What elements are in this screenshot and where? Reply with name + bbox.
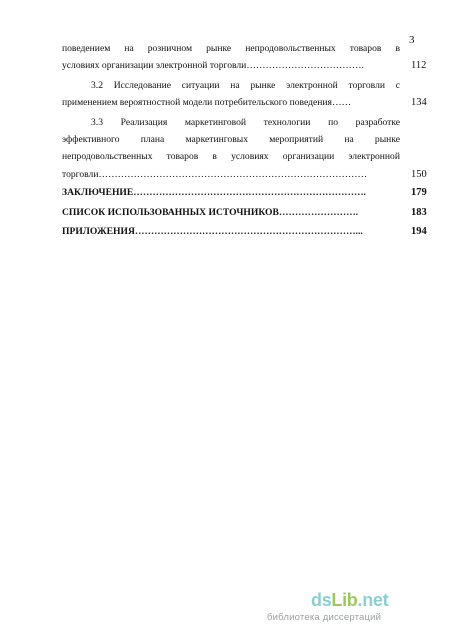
toc-entry-3-line-1: 3.3 Реализация маркетинговой технологии по разработке bbox=[91, 117, 400, 128]
watermark-logo bbox=[311, 590, 443, 611]
toc-references: СПИСОК ИСПОЛЬЗОВАННЫХ ИСТОЧНИКОВ……………………. bbox=[62, 207, 359, 218]
logo-part-ds: ds bbox=[311, 590, 332, 610]
toc-entry-1-line-1: поведением на розничном рынке непродовольственных товаров в bbox=[62, 43, 400, 54]
watermark-subtitle: библиотека диссертаций bbox=[267, 612, 382, 623]
page-number: 3 bbox=[409, 34, 415, 46]
toc-conclusion-page: 179 bbox=[411, 187, 427, 198]
toc-entry-3-line-2: эффективного плана маркетинговых мероприятий на рынке bbox=[62, 134, 400, 145]
toc-entry-1-page: 112 bbox=[411, 60, 427, 71]
logo-part-net: .net bbox=[357, 590, 389, 610]
logo-part-lib: Lib bbox=[331, 590, 358, 610]
toc-entry-3-line-3: непродовольственных товаров в условиях организации электронной bbox=[62, 151, 400, 162]
toc-entry-1-line-2: условиях организации электронной торговли………………………………. bbox=[62, 60, 364, 71]
toc-references-page: 183 bbox=[411, 207, 427, 218]
watermark bbox=[267, 590, 443, 623]
toc-entry-3-page: 150 bbox=[411, 169, 427, 180]
toc-entry-2-line-2: применением вероятностной модели потребительского поведения…… bbox=[62, 97, 352, 108]
toc-entry-2-line-1: 3.2 Исследование ситуации на рынке электронной торговли с bbox=[91, 80, 400, 91]
toc-conclusion: ЗАКЛЮЧЕНИЕ………………………………………………………………. bbox=[62, 187, 366, 198]
toc-entry-2-page: 134 bbox=[411, 97, 427, 108]
toc-appendices-page: 194 bbox=[411, 226, 427, 237]
toc-entry-3-line-4: торговли………………………………………………………………………… bbox=[62, 169, 368, 180]
toc-appendices: ПРИЛОЖЕНИЯ……………………………………………………………... bbox=[62, 226, 363, 237]
